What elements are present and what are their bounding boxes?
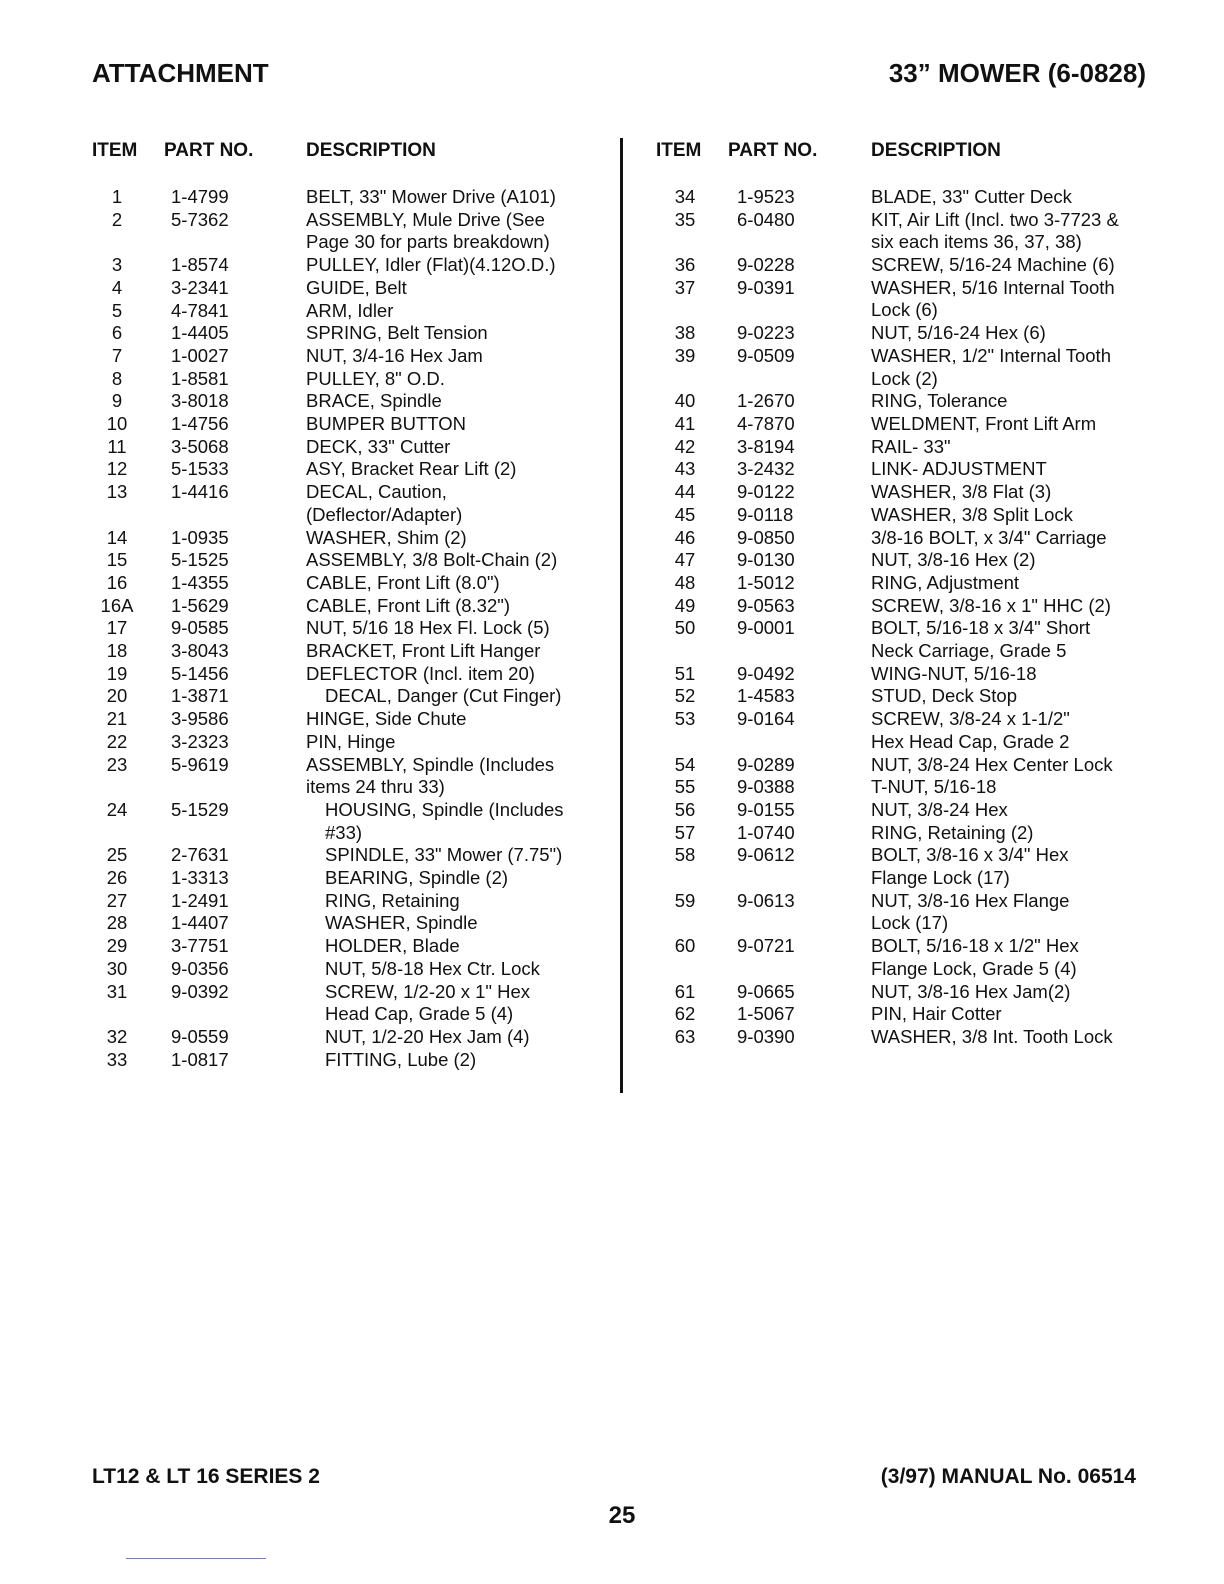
item-number: 40 <box>674 390 696 412</box>
part-description: BOLT, 3/8-16 x 3/4" Hex <box>871 844 1069 866</box>
item-number: 12 <box>106 458 128 480</box>
item-number: 48 <box>674 571 696 593</box>
item-number: 17 <box>106 617 128 639</box>
part-number: 3-7751 <box>171 935 229 957</box>
part-number: 4-7870 <box>737 413 795 434</box>
part-number: 9-0559 <box>171 1025 229 1047</box>
part-description: HOLDER, Blade <box>325 935 460 957</box>
parts-row <box>0 572 1224 595</box>
item-number: 6 <box>111 322 123 344</box>
part-description: NUT, 5/16 18 Hex Fl. Lock (5) <box>306 617 550 639</box>
part-description: PIN, Hinge <box>306 730 396 752</box>
part-description: WASHER, 3/8 Split Lock <box>871 503 1073 525</box>
parts-row <box>0 549 1224 572</box>
part-description: Hex Head Cap, Grade 2 <box>871 730 1070 752</box>
footer-series: LT12 & LT 16 SERIES 2 <box>92 1465 320 1488</box>
part-number: 9-0613 <box>737 889 795 911</box>
part-number: 5-7362 <box>171 208 229 230</box>
part-description: Flange Lock (17) <box>871 866 1010 888</box>
part-description: 3/8-16 BOLT, x 3/4" Carriage <box>871 526 1107 548</box>
part-number: 1-5067 <box>737 1003 795 1025</box>
part-description: SCREW, 1/2-20 x 1" Hex <box>325 980 530 1002</box>
part-number: 1-8581 <box>171 367 229 389</box>
part-description: NUT, 5/16-24 Hex (6) <box>871 322 1046 344</box>
parts-row <box>0 186 1224 209</box>
parts-row <box>0 277 1224 322</box>
part-number: 1-0740 <box>737 821 795 843</box>
part-description: BOLT, 5/16-18 x 1/2" Hex <box>871 935 1079 957</box>
part-number: 5-1456 <box>171 662 229 684</box>
part-number: 1-0935 <box>171 526 229 548</box>
item-number: 62 <box>674 1003 696 1025</box>
parts-row <box>0 617 1224 662</box>
parts-row <box>0 685 1224 708</box>
parts-row <box>0 799 1224 822</box>
item-number: 11 <box>107 435 127 457</box>
part-number: 5-9619 <box>171 753 229 775</box>
part-description: Neck Carriage, Grade 5 <box>871 639 1067 661</box>
item-number: 3 <box>111 254 123 276</box>
item-number: 38 <box>674 322 696 344</box>
part-number: 9-0289 <box>737 753 795 775</box>
part-number: 3-2432 <box>737 458 795 480</box>
part-description: CABLE, Front Lift (8.0") <box>306 571 500 593</box>
parts-row <box>0 209 1224 254</box>
item-number: 25 <box>106 844 128 866</box>
item-number: 54 <box>674 753 696 775</box>
part-description: CABLE, Front Lift (8.32") <box>306 594 510 616</box>
part-number: 9-0164 <box>737 708 795 730</box>
part-description: ASSEMBLY, 3/8 Bolt-Chain (2) <box>306 549 558 571</box>
page-number: 25 <box>608 1502 636 1529</box>
part-description: SCREW, 5/16-24 Machine (6) <box>871 254 1115 276</box>
item-number: 33 <box>106 1048 128 1070</box>
part-number: 1-2670 <box>737 390 795 412</box>
part-description: ASSEMBLY, Spindle (Includes <box>306 753 555 775</box>
part-description: Flange Lock, Grade 5 (4) <box>871 957 1077 979</box>
part-number: 1-3313 <box>171 867 229 888</box>
parts-row <box>0 390 1224 413</box>
item-number: 39 <box>674 344 696 366</box>
parts-row <box>0 504 1224 527</box>
item-number: 59 <box>674 889 696 911</box>
part-number: 1-0027 <box>171 344 229 366</box>
part-number: 5-1525 <box>171 549 229 571</box>
section-title: ATTACHMENT <box>92 58 269 88</box>
part-number: 9-0563 <box>737 594 795 616</box>
part-number: 1-4583 <box>737 685 795 707</box>
part-description: HINGE, Side Chute <box>306 708 467 730</box>
item-number: 16 <box>106 571 128 593</box>
part-number: 9-0492 <box>737 662 795 684</box>
part-description: DECAL, Caution, <box>306 481 447 503</box>
part-description: NUT, 3/4-16 Hex Jam <box>306 344 483 366</box>
part-description: SPRING, Belt Tension <box>306 322 488 344</box>
item-number: 30 <box>106 957 128 979</box>
item-number: 28 <box>106 912 128 934</box>
part-description: NUT, 3/8-24 Hex <box>871 798 1008 820</box>
item-number: 20 <box>106 685 128 707</box>
item-number: 52 <box>674 685 696 707</box>
part-description: RAIL- 33" <box>871 435 951 457</box>
part-number: 1-4407 <box>171 912 229 934</box>
part-number: 1-4416 <box>171 481 229 503</box>
item-number: 22 <box>106 730 128 752</box>
item-number: 50 <box>674 617 696 639</box>
part-number: 9-0721 <box>737 935 795 957</box>
parts-row <box>0 1003 1224 1026</box>
part-description: WASHER, 5/16 Internal Tooth <box>871 276 1115 298</box>
item-number: 19 <box>106 662 128 684</box>
parts-row <box>0 890 1224 935</box>
part-description: WASHER, 3/8 Int. Tooth Lock <box>871 1025 1113 1047</box>
part-description: BELT, 33" Mower Drive (A101) <box>306 186 556 207</box>
part-number: 9-0118 <box>737 503 794 525</box>
part-description: HOUSING, Spindle (Includes <box>325 798 564 820</box>
part-number: 5-1533 <box>171 458 229 480</box>
item-number: 45 <box>674 503 696 525</box>
item-number: 18 <box>106 640 128 661</box>
item-number: 36 <box>674 254 696 276</box>
part-description: WASHER, 3/8 Flat (3) <box>871 481 1052 503</box>
item-number: 7 <box>111 344 123 366</box>
parts-row <box>0 481 1224 504</box>
part-number: 9-0850 <box>737 526 795 548</box>
part-description: NUT, 3/8-16 Hex Jam(2) <box>871 980 1071 1002</box>
part-description: STUD, Deck Stop <box>871 685 1017 707</box>
part-description: ARM, Idler <box>306 299 394 321</box>
part-number: 3-9586 <box>171 708 229 730</box>
right-part-header: PART NO. <box>728 140 818 161</box>
part-description: BRACKET, Front Lift Hanger <box>306 640 541 661</box>
parts-row <box>0 413 1224 436</box>
item-number: 26 <box>106 867 128 888</box>
item-number: 46 <box>674 526 696 548</box>
item-number: 49 <box>674 594 696 616</box>
part-description: Page 30 for parts breakdown) <box>306 231 550 253</box>
part-description: RING, Adjustment <box>871 571 1020 593</box>
part-number: 3-8018 <box>171 390 229 412</box>
part-description: six each items 36, 37, 38) <box>871 231 1082 253</box>
part-description: NUT, 3/8-16 Hex Flange <box>871 889 1070 911</box>
part-description: Head Cap, Grade 5 (4) <box>325 1003 514 1025</box>
part-description: WASHER, Spindle <box>325 912 478 934</box>
part-description: PIN, Hair Cotter <box>871 1003 1002 1025</box>
item-number: 63 <box>674 1025 696 1047</box>
part-number: 9-0223 <box>737 322 795 344</box>
part-number: 9-0612 <box>737 844 795 866</box>
item-number: 31 <box>106 980 128 1002</box>
right-item-header: ITEM <box>656 140 702 161</box>
part-number: 1-4405 <box>171 322 229 344</box>
item-number: 44 <box>674 481 696 503</box>
part-number: 9-0155 <box>737 798 795 820</box>
item-number: 13 <box>106 481 128 503</box>
part-number: 3-2341 <box>171 276 229 298</box>
part-description: SCREW, 3/8-24 x 1-1/2" <box>871 708 1070 730</box>
part-number: 1-4756 <box>171 413 229 434</box>
left-item-header: ITEM <box>92 140 138 161</box>
item-number: 16A <box>100 594 134 616</box>
part-number: 9-0665 <box>737 980 795 1002</box>
mower-model-title: 33” MOWER (6-0828) <box>888 58 1146 88</box>
part-description: NUT, 3/8-24 Hex Center Lock <box>871 753 1113 775</box>
part-description: FITTING, Lube (2) <box>325 1048 477 1070</box>
part-description: #33) <box>325 821 363 843</box>
part-number: 9-0585 <box>171 617 229 639</box>
part-number: 3-5068 <box>171 435 229 457</box>
part-description: WELDMENT, Front Lift Arm <box>871 413 1097 434</box>
footer-manual-number: (3/97) MANUAL No. 06514 <box>880 1465 1136 1488</box>
part-number: 1-4799 <box>171 186 229 207</box>
left-part-header: PART NO. <box>164 140 254 161</box>
parts-row <box>0 458 1224 481</box>
item-number: 10 <box>106 413 128 434</box>
part-number: 3-8043 <box>171 640 229 661</box>
part-number: 9-0509 <box>737 344 795 366</box>
part-number: 3-8194 <box>737 435 795 457</box>
parts-row <box>0 1049 1224 1072</box>
item-number: 51 <box>674 662 696 684</box>
part-description: LINK- ADJUSTMENT <box>871 458 1047 480</box>
part-number: 4-7841 <box>171 299 229 321</box>
part-description: BRACE, Spindle <box>306 390 442 412</box>
part-description: items 24 thru 33) <box>306 776 445 798</box>
part-description: PULLEY, 8" O.D. <box>306 367 445 389</box>
part-number: 1-4355 <box>171 571 229 593</box>
part-number: 5-1529 <box>171 798 229 820</box>
item-number: 32 <box>106 1025 128 1047</box>
item-number: 29 <box>106 935 128 957</box>
item-number: 53 <box>674 708 696 730</box>
item-number: 8 <box>111 367 123 389</box>
item-number: 58 <box>674 844 696 866</box>
part-number: 2-7631 <box>171 844 229 866</box>
part-number: 1-2491 <box>171 889 229 911</box>
item-number: 55 <box>674 776 696 798</box>
item-number: 2 <box>111 208 123 230</box>
part-number: 1-9523 <box>737 186 795 207</box>
parts-row <box>0 708 1224 753</box>
item-number: 5 <box>111 299 123 321</box>
part-number: 1-8574 <box>171 254 229 276</box>
parts-row <box>0 754 1224 777</box>
parts-row <box>0 595 1224 618</box>
item-number: 35 <box>674 208 696 230</box>
item-number: 56 <box>674 798 696 820</box>
part-number: 1-5012 <box>737 571 795 593</box>
part-number: 3-2323 <box>171 730 229 752</box>
right-description-header: DESCRIPTION <box>871 140 1001 161</box>
item-number: 14 <box>106 526 128 548</box>
footer-rule <box>126 1558 266 1559</box>
part-description: NUT, 3/8-16 Hex (2) <box>871 549 1036 571</box>
part-description: T-NUT, 5/16-18 <box>871 776 997 798</box>
parts-row <box>0 322 1224 345</box>
part-description: NUT, 1/2-20 Hex Jam (4) <box>325 1025 530 1047</box>
part-number: 9-0392 <box>171 980 229 1002</box>
item-number: 47 <box>674 549 696 571</box>
part-description: RING, Retaining (2) <box>871 821 1034 843</box>
item-number: 60 <box>674 935 696 957</box>
part-description: BLADE, 33" Cutter Deck <box>871 186 1072 207</box>
part-description: SCREW, 3/8-16 x 1" HHC (2) <box>871 594 1111 616</box>
part-description: DEFLECTOR (Incl. item 20) <box>306 662 535 684</box>
item-number: 1 <box>111 186 123 207</box>
part-description: RING, Retaining <box>325 889 460 911</box>
item-number: 23 <box>106 753 128 775</box>
part-description: ASY, Bracket Rear Lift (2) <box>306 458 517 480</box>
part-number: 1-5629 <box>171 594 229 616</box>
part-description: GUIDE, Belt <box>306 276 407 298</box>
part-number: 9-0122 <box>737 481 795 503</box>
part-description: NUT, 5/8-18 Hex Ctr. Lock <box>325 957 540 979</box>
item-number: 27 <box>106 889 128 911</box>
item-number: 4 <box>111 276 123 298</box>
part-description: BOLT, 5/16-18 x 3/4" Short <box>871 617 1091 639</box>
item-number: 41 <box>674 413 696 434</box>
parts-row <box>0 345 1224 390</box>
part-number: 1-0817 <box>171 1048 229 1070</box>
parts-row <box>0 663 1224 686</box>
part-description: WASHER, 1/2" Internal Tooth <box>871 344 1111 366</box>
part-description: RING, Tolerance <box>871 390 1008 412</box>
part-number: 9-0390 <box>737 1025 795 1047</box>
part-description: BEARING, Spindle (2) <box>325 867 509 888</box>
part-description: Lock (2) <box>871 367 938 389</box>
part-description: ASSEMBLY, Mule Drive (See <box>306 208 545 230</box>
parts-row <box>0 436 1224 459</box>
part-number: 6-0480 <box>737 208 795 230</box>
parts-row <box>0 254 1224 277</box>
part-description: WING-NUT, 5/16-18 <box>871 662 1037 684</box>
item-number: 15 <box>106 549 128 571</box>
part-number: 9-0388 <box>737 776 795 798</box>
parts-row <box>0 1026 1224 1049</box>
part-description: WASHER, Shim (2) <box>306 526 467 548</box>
part-description: SPINDLE, 33" Mower (7.75") <box>325 844 563 866</box>
part-number: 9-0228 <box>737 254 795 276</box>
part-number: 9-0391 <box>737 276 795 298</box>
parts-row <box>0 935 1224 980</box>
part-description: DECK, 33" Cutter <box>306 435 451 457</box>
part-description: BUMPER BUTTON <box>306 413 467 434</box>
parts-row <box>0 822 1224 845</box>
item-number: 61 <box>674 980 696 1002</box>
item-number: 9 <box>111 390 123 412</box>
parts-row <box>0 527 1224 550</box>
item-number: 57 <box>674 821 696 843</box>
item-number: 24 <box>106 798 128 820</box>
part-number: 1-3871 <box>171 685 229 707</box>
part-description: PULLEY, Idler (Flat)(4.12O.D.) <box>306 254 556 276</box>
item-number: 34 <box>674 186 696 207</box>
part-number: 9-0001 <box>737 617 795 639</box>
parts-row <box>0 981 1224 1004</box>
part-number: 9-0356 <box>171 957 229 979</box>
part-description: DECAL, Danger (Cut Finger) <box>325 685 562 707</box>
part-description: KIT, Air Lift (Incl. two 3-7723 & <box>871 208 1119 230</box>
part-number: 9-0130 <box>737 549 795 571</box>
parts-row <box>0 844 1224 889</box>
item-number: 37 <box>674 276 696 298</box>
part-description: (Deflector/Adapter) <box>306 503 463 525</box>
part-description: Lock (6) <box>871 299 938 321</box>
left-description-header: DESCRIPTION <box>306 140 436 161</box>
item-number: 21 <box>106 708 128 730</box>
item-number: 42 <box>674 435 696 457</box>
part-description: Lock (17) <box>871 912 949 934</box>
item-number: 43 <box>674 458 696 480</box>
parts-row <box>0 776 1224 799</box>
